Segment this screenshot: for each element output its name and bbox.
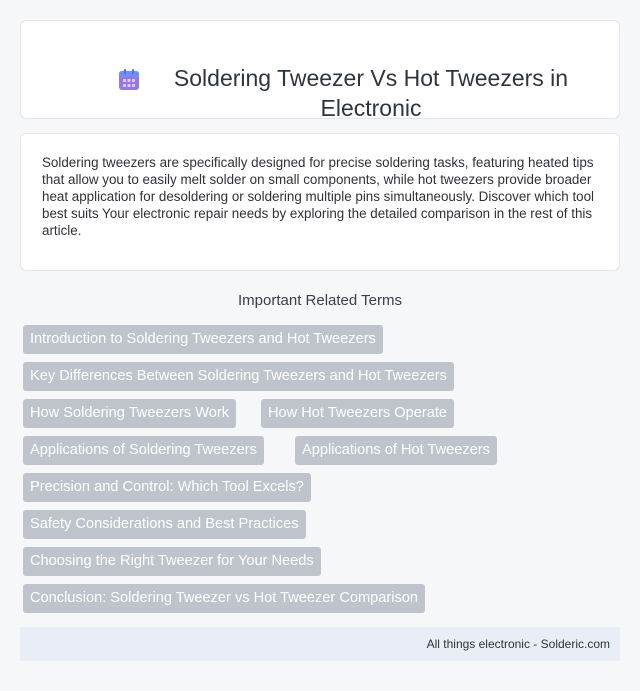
related-term-tag[interactable]: Conclusion: Soldering Tweezer vs Hot Tweezer Comparison: [23, 584, 425, 613]
intro-card: [20, 133, 620, 271]
related-term-tag[interactable]: Applications of Soldering Tweezers: [23, 436, 264, 465]
related-term-tag[interactable]: Precision and Control: Which Tool Excels?: [23, 473, 311, 502]
related-term-tag[interactable]: How Soldering Tweezers Work: [23, 399, 236, 428]
related-terms-heading: Important Related Terms: [238, 292, 402, 309]
footer-credit: All things electronic - Solderic.com: [426, 637, 610, 651]
related-term-tag[interactable]: Key Differences Between Soldering Tweezers and Hot Tweezers: [23, 362, 454, 391]
page-title: Soldering Tweezer Vs Hot Tweezers in Electronic: [173, 65, 569, 121]
related-term-tag[interactable]: Introduction to Soldering Tweezers and Hot Tweezers: [23, 325, 383, 354]
related-term-tag[interactable]: Safety Considerations and Best Practices: [23, 510, 306, 539]
calendar-icon: [117, 68, 141, 92]
related-term-tag[interactable]: Choosing the Right Tweezer for Your Needs: [23, 547, 321, 576]
title-card: [20, 20, 620, 119]
intro-paragraph: Soldering tweezers are specifically designed for precise soldering tasks, featuring heated tips that allow you to easily melt solder on small components, while hot tweezers provide broader heat application for desoldering or soldering multiple pins simultaneously. Discover which tool best suits Your electronic repair needs by exploring the detailed comparison in the rest of this article.: [42, 155, 595, 238]
footer: [20, 627, 620, 661]
related-term-tag[interactable]: Applications of Hot Tweezers: [295, 436, 497, 465]
related-term-tag[interactable]: How Hot Tweezers Operate: [261, 399, 454, 428]
